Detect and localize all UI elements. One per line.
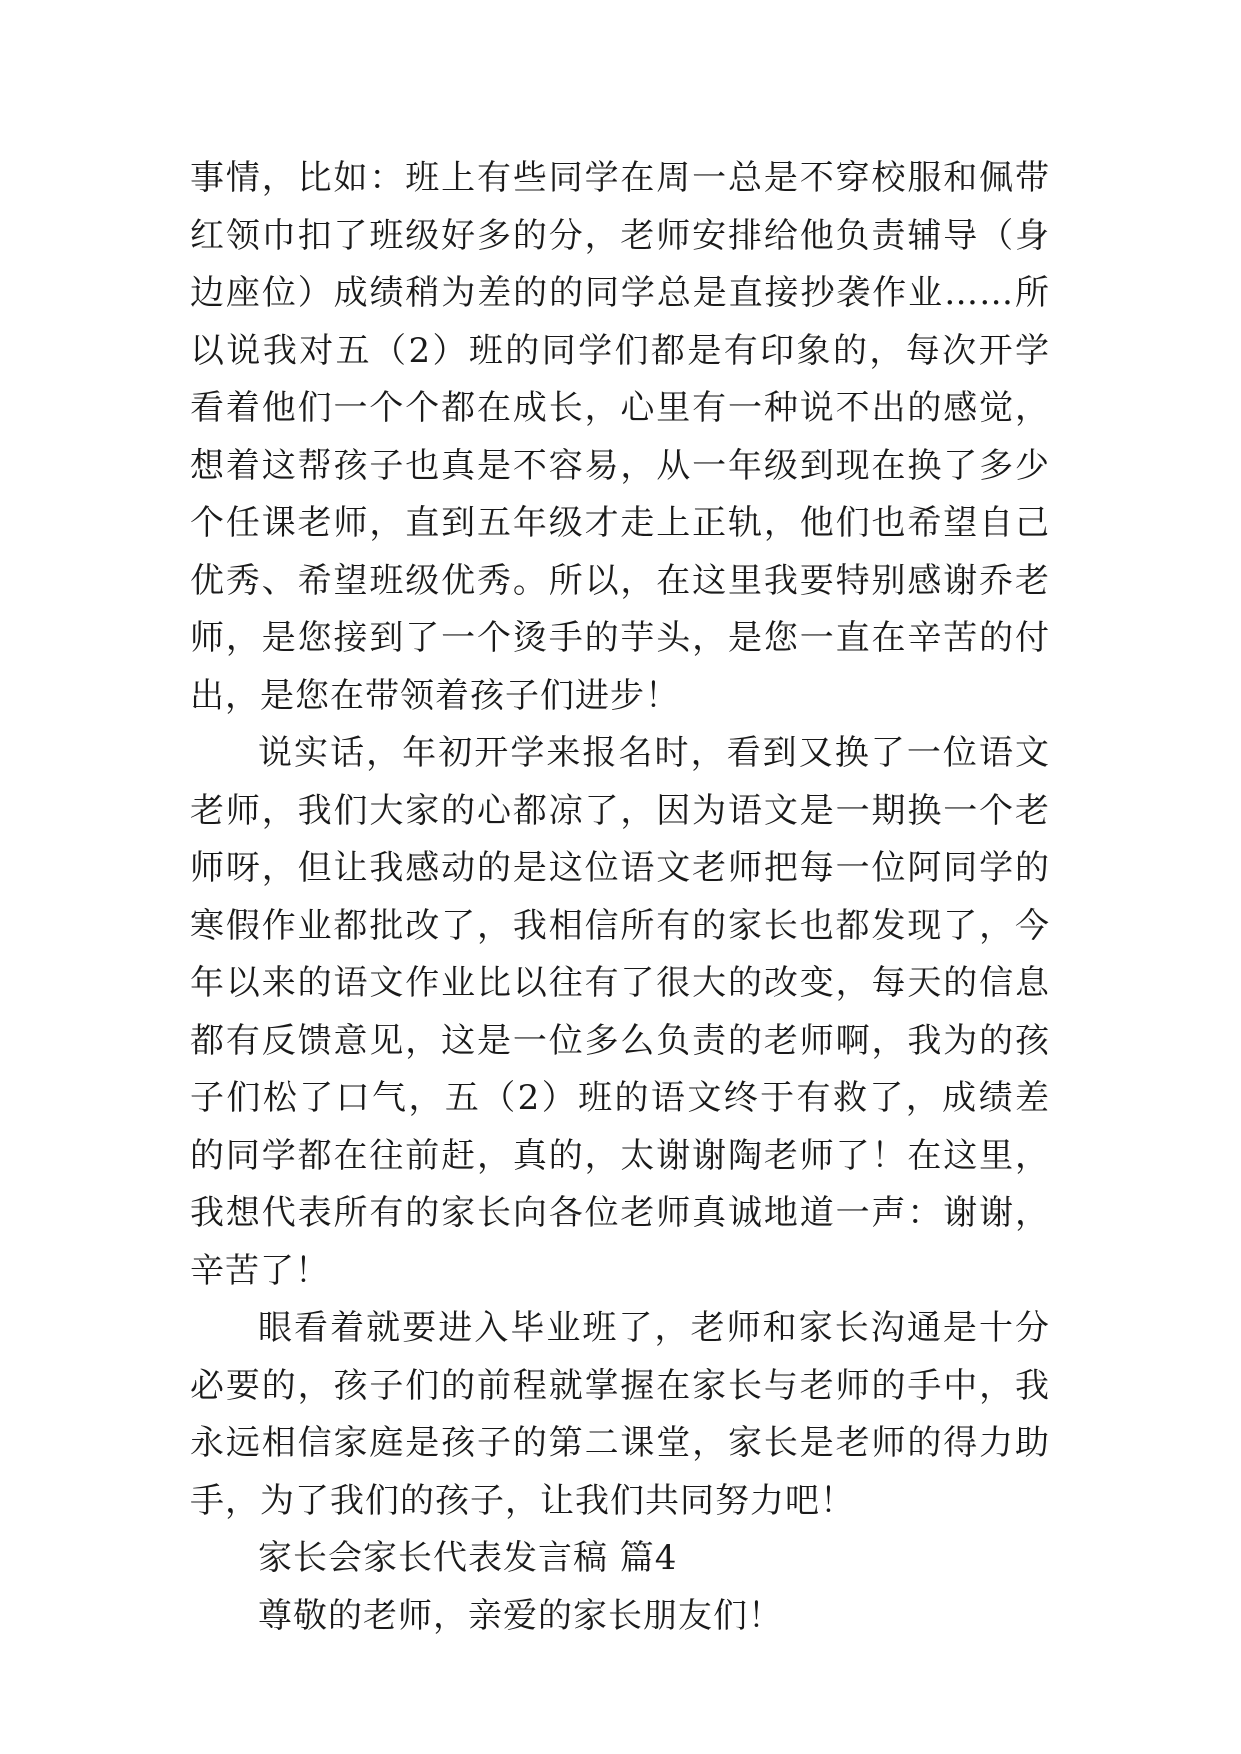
paragraph-3: 眼看着就要进入毕业班了，老师和家长沟通是十分必要的，孩子们的前程就掌握在家长与老师的手中，我永远相信家庭是孩子的第二课堂，家长是老师的得力助手，为了我们的孩子，让我们共同努力吧！ xyxy=(190,1308,1050,1521)
paragraph-2: 说实话，年初开学来报名时，看到又换了一位语文老师，我们大家的心都凉了，因为语文是一期换一个老师呀，但让我感动的是这位语文老师把每一位阿同学的寒假作业都批改了，我相信所有的家长也都发现了，今年以来的语文作业比以往有了很大的改变，每天的信息都有反馈意见，这是一位多么负责的老师啊，我为的孩子们松了口气，五（2）班的语文终于有救了，成绩差的同学都在往前赶，真的，太谢谢陶老师了！在这里，我想代表所有的家长向各位老师真诚地道一声：谢谢，辛苦了！ xyxy=(190,733,1050,1291)
document-body xyxy=(190,150,1050,1645)
paragraph-1: 事情，比如：班上有些同学在周一总是不穿校服和佩带红领巾扣了班级好多的分，老师安排给他负责辅导（身边座位）成绩稍为差的的同学总是直接抄袭作业……所以说我对五（2）班的同学们都是有印象的，每次开学看着他们一个个都在成长，心里有一种说不出的感觉，想着这帮孩子也真是不容易，从一年级到现在换了多少个任课老师，直到五年级才走上正轨，他们也希望自己优秀、希望班级优秀。所以，在这里我要特别感谢乔老师，是您接到了一个烫手的芋头，是您一直在辛苦的付出，是您在带领着孩子们进步！ xyxy=(190,158,1050,716)
salutation: 尊敬的老师，亲爱的家长朋友们！ xyxy=(258,1595,783,1636)
section-heading: 家长会家长代表发言稿 篇4 xyxy=(258,1538,678,1578)
